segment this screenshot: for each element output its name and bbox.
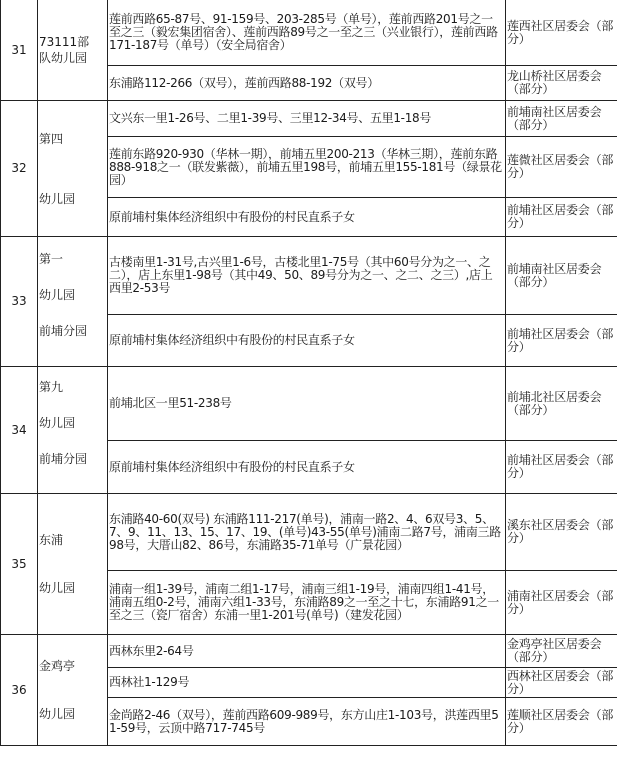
address-range: 原前埔村集体经济组织中有股份的村民直系子女	[108, 441, 506, 494]
community-committee: 前埔社区居委会（部分）	[506, 441, 617, 494]
row-number: 32	[1, 101, 38, 237]
table-body	[1, 0, 617, 746]
kindergarten-name-line: 东浦	[39, 533, 64, 547]
row-number: 31	[1, 0, 38, 101]
community-committee: 龙山桥社区居委会（部分）	[506, 66, 617, 101]
kindergarten-name-line: 金鸡亭	[39, 659, 76, 673]
community-committee: 莲微社区居委会（部分）	[506, 137, 617, 198]
address-range: 浦南一组1-39号，浦南二组1-17号，浦南三组1-19号，浦南四组1-41号，浦南五组0-2号，浦南六组1-33号，东浦路89之一至之十七，东浦路91之一至之三（瓷厂宿舍）东浦一里1-201号(单号)（建发花园）	[108, 571, 506, 635]
address-range: 古楼南里1-31号,古兴里1-6号，古楼北里1-75号（其中60号分为之一、之二），店上东里1-98号（其中49、50、89号分为之一、之二、之三）,店上西里2-53号	[108, 237, 506, 315]
kindergarten-name-line: 前埔分园	[39, 452, 88, 466]
community-committee: 前埔北社区居委会（部分）	[506, 367, 617, 441]
kindergarten-name-line: 第四	[39, 131, 64, 146]
kindergarten-name-line: 幼儿园	[39, 287, 76, 302]
kindergarten-name-line: 幼儿园	[39, 416, 76, 430]
address-range: 原前埔村集体经济组织中有股份的村民直系子女	[108, 198, 506, 237]
community-committee: 溪东社区居委会（部分）	[506, 494, 617, 571]
address-range: 金尚路2-46（双号），莲前西路609-989号，东方山庄1-103号，洪莲西里51-59号，云顶中路717-745号	[108, 698, 506, 746]
kindergarten-name-line: 幼儿园	[39, 707, 76, 721]
kindergarten-name-line: 队幼儿园	[39, 51, 88, 65]
kindergarten-name-line: 第一	[39, 251, 64, 266]
community-committee: 前埔南社区居委会（部分）	[506, 237, 617, 315]
kindergarten-name-line: 幼儿园	[39, 581, 76, 595]
address-range: 前埔北区一里51-238号	[108, 367, 506, 441]
kindergarten-name-line: 73111部	[39, 35, 90, 49]
community-committee: 前埔社区居委会（部分）	[506, 315, 617, 367]
community-committee: 西林社区居委会（部分）	[506, 668, 617, 698]
kindergarten-name-line: 前埔分园	[39, 323, 88, 338]
table-row	[1, 101, 617, 137]
row-number: 33	[1, 237, 38, 367]
address-range: 西林社1-129号	[108, 668, 506, 698]
kindergarten-name	[38, 635, 108, 746]
kindergarten-name	[38, 494, 108, 635]
address-range: 莲前东路920-930（华林一期），前埔五里200-213（华林三期），莲前东路888-918之一（联发紫薇），前埔五里198号，前埔五里155-181号（绿景花园）	[108, 137, 506, 198]
community-committee: 前埔社区居委会（部分）	[506, 198, 617, 237]
table-row	[1, 237, 617, 315]
community-committee: 莲顺社区居委会（部分）	[506, 698, 617, 746]
kindergarten-name	[38, 0, 108, 101]
table-row	[1, 367, 617, 441]
kindergarten-name	[38, 367, 108, 494]
row-number: 34	[1, 367, 38, 494]
address-range: 文兴东一里1-26号、二里1-39号、三里12-34号、五里1-18号	[108, 101, 506, 137]
kindergarten-name	[38, 237, 108, 367]
community-committee: 浦南社区居委会（部分）	[506, 571, 617, 635]
address-range: 西林东里2-64号	[108, 635, 506, 668]
table-row	[1, 0, 617, 66]
address-range: 莲前西路65-87号、91-159号、203-285号（单号），莲前西路201号之一至之三（毅宏集团宿舍）、莲前西路89号之一至之三（兴业银行），莲前西路171-187号（单号）（安全局宿舍）	[108, 0, 506, 66]
community-committee: 前埔南社区居委会（部分）	[506, 101, 617, 137]
kindergarten-name-line: 幼儿园	[39, 191, 76, 206]
row-number: 36	[1, 635, 38, 746]
community-committee: 金鸡亭社区居委会（部分）	[506, 635, 617, 668]
table-row	[1, 635, 617, 668]
table-row	[1, 494, 617, 571]
address-range: 原前埔村集体经济组织中有股份的村民直系子女	[108, 315, 506, 367]
community-committee: 莲西社区居委会（部分）	[506, 0, 617, 66]
row-number: 35	[1, 494, 38, 635]
address-range: 东浦路40-60(双号) 东浦路111-217(单号)，浦南一路2、4、6双号3、5、7、9、11、13、15、17、19、(单号)43-55(单号)浦南二路7号，浦南三路98号，大厝山82、86号，东浦路35-71单号（广景花园）	[108, 494, 506, 571]
kindergarten-name-line: 第九	[39, 380, 64, 394]
address-range: 东浦路112-266（双号），莲前西路88-192（双号）	[108, 66, 506, 101]
kindergarten-name	[38, 101, 108, 237]
